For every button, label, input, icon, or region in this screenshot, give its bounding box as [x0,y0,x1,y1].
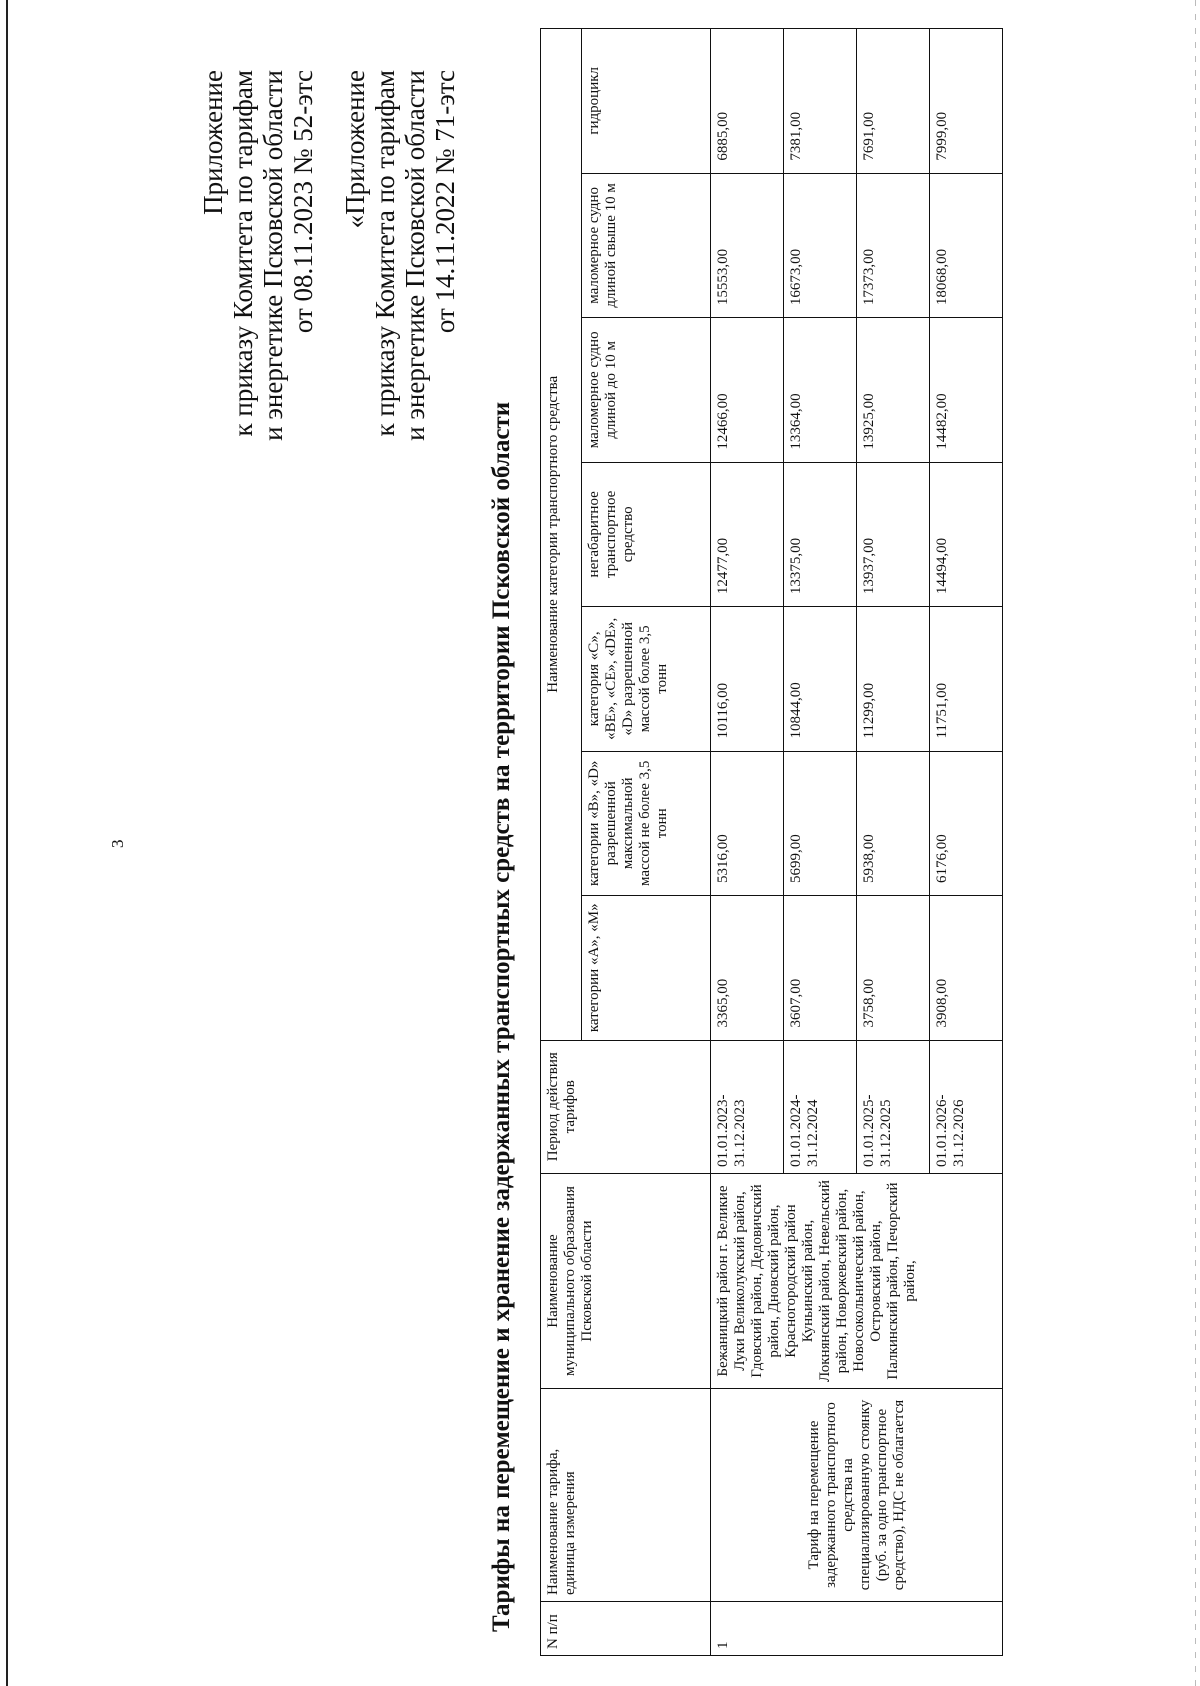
tariff-value: 14482,00 [930,318,1003,462]
tariff-value: 13364,00 [784,318,857,462]
appendix-header-line: от 08.11.2023 № 52-этс [288,70,318,334]
tariff-value: 14494,00 [930,462,1003,606]
tariff-value: 5699,00 [784,751,857,895]
appendix-header [198,70,318,441]
tariff-name-cell: Тариф на перемещение задержанного транспортного средства на специализированную стоянку (руб. за одно транспортное средство), НДС не облагается [711,1389,1003,1602]
tariff-value: 13375,00 [784,462,857,606]
period-cell: 01.01.2026-31.12.2026 [930,1040,1003,1173]
tariff-value: 3607,00 [784,896,857,1040]
tariff-table [540,28,1003,1656]
header-category: маломерное судно длиной свыше 10 м [582,173,711,317]
previous-header-line: и энергетике Псковской области [400,70,430,441]
tariff-value: 3908,00 [930,896,1003,1040]
tariff-value: 6176,00 [930,751,1003,895]
tariff-value: 12477,00 [711,462,784,606]
tariff-value: 7999,00 [930,29,1003,174]
tariff-value: 3365,00 [711,896,784,1040]
appendix-header-line: к приказу Комитета по тарифам [228,70,258,437]
period-cell: 01.01.2023-31.12.2023 [711,1040,784,1173]
appendix-header-line: Приложение [198,70,228,215]
table-row [711,29,784,1656]
municipalities-cell: Бежаницкий район г. Великие Луки Великолукский район, Гдовский район, Дедовичский район, Дновский район, Красногородский район Куньинский район, Локнянский район, Невельский район, Новоржевский район, Новосокольнический район, Островский район, Палкинский район, Печорский район, [711,1173,1003,1388]
page-number: 3 [108,839,127,848]
header-np: N п/п [541,1601,711,1655]
tariff-value: 18068,00 [930,173,1003,317]
tariff-value: 13937,00 [857,462,930,606]
tariff-value: 7381,00 [784,29,857,174]
tariff-value: 16673,00 [784,173,857,317]
row-number: 1 [711,1601,1003,1655]
document-title: Тарифы на перемещение и хранение задержанных транспортных средств на территории Псковской области [488,401,515,1632]
tariff-value: 10844,00 [784,607,857,751]
header-tariff-name: Наименование тарифа, единица измерения [541,1389,711,1602]
tariff-value: 7691,00 [857,29,930,174]
tariff-value: 11299,00 [857,607,930,751]
tariff-value: 11751,00 [930,607,1003,751]
period-cell: 01.01.2025-31.12.2025 [857,1040,930,1173]
period-cell: 01.01.2024-31.12.2024 [784,1040,857,1173]
header-category: маломерное судно длиной до 10 м [582,318,711,462]
tariff-value: 17373,00 [857,173,930,317]
tariff-value: 15553,00 [711,173,784,317]
header-municipality: Наименование муниципального образования Псковской области [541,1173,711,1388]
tariff-value: 13925,00 [857,318,930,462]
header-category-group: Наименование категории транспортного средства [541,29,582,1041]
tariff-value: 6885,00 [711,29,784,174]
tariff-value: 10116,00 [711,607,784,751]
tariff-value: 12466,00 [711,318,784,462]
previous-appendix-header [340,70,460,441]
table-header-row [541,29,582,1656]
tariff-value: 5316,00 [711,751,784,895]
header-period: Период действия тарифов [541,1040,711,1173]
header-category: гидроцикл [582,29,711,174]
header-category: категория «С», «ВЕ», «СЕ», «DE», «D» разрешенной массой более 3,5 тонн [582,607,711,751]
header-category: категории «В», «D» разрешенной максимальной массой не более 3,5 тонн [582,751,711,895]
header-category: категории «А», «М» [582,896,711,1040]
appendix-header-line: и энергетике Псковской области [258,70,288,441]
previous-header-line: к приказу Комитета по тарифам [370,70,400,437]
header-category: негабаритное транспортное средство [582,462,711,606]
previous-header-line: от 14.11.2022 № 71-этс [430,70,460,334]
tariff-value: 3758,00 [857,896,930,1040]
previous-header-line: «Приложение [340,70,370,229]
tariff-value: 5938,00 [857,751,930,895]
